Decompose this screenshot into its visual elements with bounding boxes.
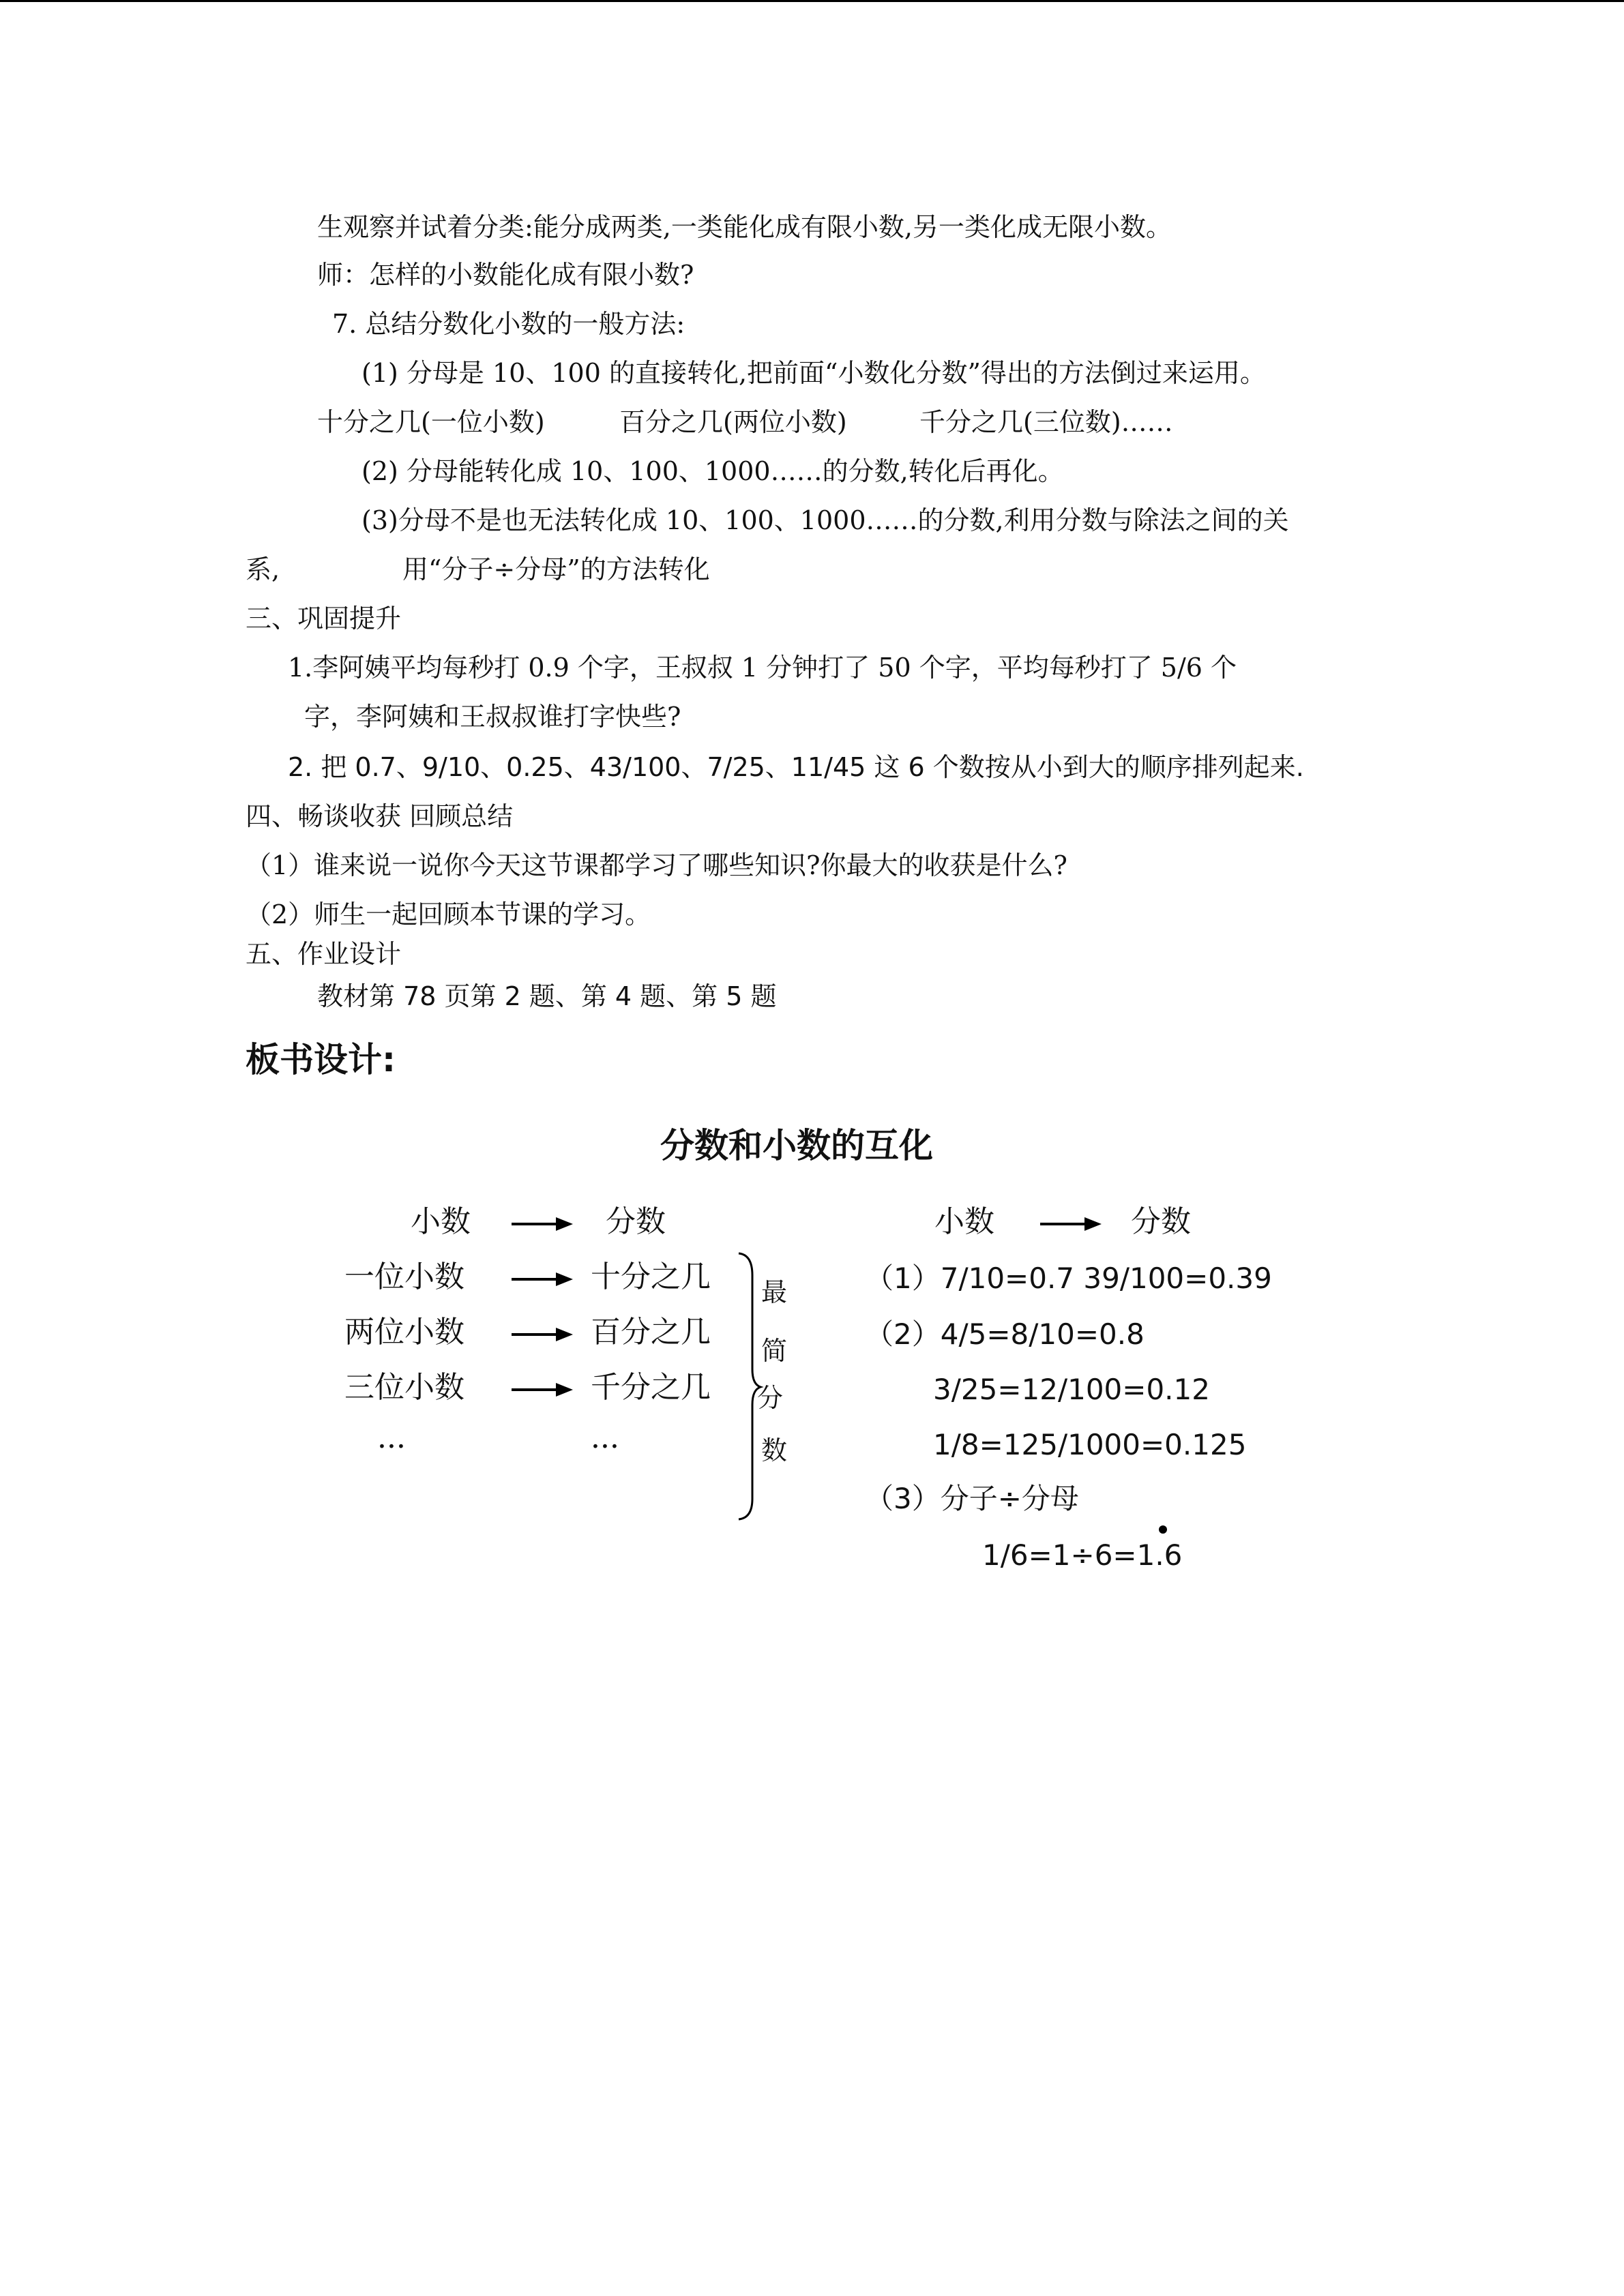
board-title: 分数和小数的互化 [660,1126,933,1165]
brace-label-char-4: 数 [761,1435,788,1465]
arrow-right-icon [512,1383,573,1397]
left-row-from-2: 两位小数 [344,1315,464,1350]
right-line-3: 3/25=12/100=0.12 [933,1373,1210,1406]
arrow-right-icon [512,1272,573,1286]
paragraph-classification: 生观察并试着分类:能分成两类,一类能化成有限小数,另一类化成无限小数。 [317,212,1172,242]
paragraph-method-3-cont-b: 用“分子÷分母”的方法转化 [402,554,710,584]
paragraph-teacher-question: 师：怎样的小数能化成有限小数? [317,260,694,290]
exercise-1-cont: 字，李阿姨和王叔叔谁打字快些? [304,702,681,732]
paragraph-method-3-cont-a: 系, [246,554,280,584]
repeating-decimal-dot-icon [1159,1525,1167,1534]
right-line-6: 1/6=1÷6=1.6 [982,1538,1183,1572]
homework-text: 教材第 78 页第 2 题、第 4 题、第 5 题 [317,981,777,1011]
section-heading-homework: 五、作业设计 [246,939,402,969]
paragraph-method-3: (3)分母不是也无法转化成 10、100、1000……的分数,利用分数与除法之间的关 [361,505,1289,535]
right-line-2: （2）4/5=8/10=0.8 [865,1317,1145,1351]
exercise-2: 2. 把 0.7、9/10、0.25、43/100、7/25、11/45 这 6 个数按从小到大的顺序排列起来. [288,752,1304,782]
paragraph-hundredths: 百分之几(两位小数) [619,407,847,437]
paragraph-tenths: 十分之几(一位小数) [317,407,545,437]
section-heading-review: 四、畅谈收获 回顾总结 [246,801,514,831]
arrow-right-icon [512,1217,573,1231]
left-row-to-2: 百分之几 [591,1315,711,1350]
brace-label-char-1: 最 [761,1277,788,1307]
left-row-from-1: 一位小数 [344,1259,464,1294]
arrow-right-icon [512,1328,573,1341]
review-item-2: （2）师生一起回顾本节课的学习。 [246,899,651,929]
left-row-to-3: 千分之几 [591,1370,711,1405]
right-line-1: （1）7/10=0.7 39/100=0.39 [865,1262,1272,1295]
left-header-fraction: 分数 [606,1204,666,1239]
section-heading-consolidate: 三、巩固提升 [246,603,402,633]
left-row-to-ellipsis: ··· [591,1429,619,1464]
board-heading: 板书设计: [246,1040,396,1079]
left-row-from-ellipsis: ··· [377,1429,406,1464]
arrow-right-icon [1040,1217,1102,1231]
exercise-1: 1.李阿姨平均每秒打 0.9 个字，王叔叔 1 分钟打了 50 个字，平均每秒打了 5/6 个 [288,653,1237,683]
paragraph-method-1: (1) 分母是 10、100 的直接转化,把前面“小数化分数”得出的方法倒过来运用。 [361,358,1266,388]
paragraph-summary-method: 7. 总结分数化小数的一般方法: [332,309,685,339]
left-row-to-1: 十分之几 [591,1259,711,1294]
page-top-border [0,0,1624,2]
left-row-from-3: 三位小数 [344,1370,464,1405]
brace-label-char-2: 简 [761,1336,788,1366]
paragraph-method-2: (2) 分母能转化成 10、100、1000……的分数,转化后再化。 [361,456,1064,486]
brace-label-char-3: 分 [757,1383,784,1413]
right-header-fraction: 分数 [1131,1204,1191,1239]
right-line-5: （3）分子÷分母 [865,1482,1079,1515]
paragraph-thousandths: 千分之几(三位数)…… [919,407,1173,437]
right-header-decimal: 小数 [934,1204,994,1239]
review-item-1: （1）谁来说一说你今天这节课都学习了哪些知识?你最大的收获是什么? [246,850,1067,880]
right-line-4: 1/8=125/1000=0.125 [933,1428,1247,1461]
left-header-decimal: 小数 [411,1204,471,1239]
